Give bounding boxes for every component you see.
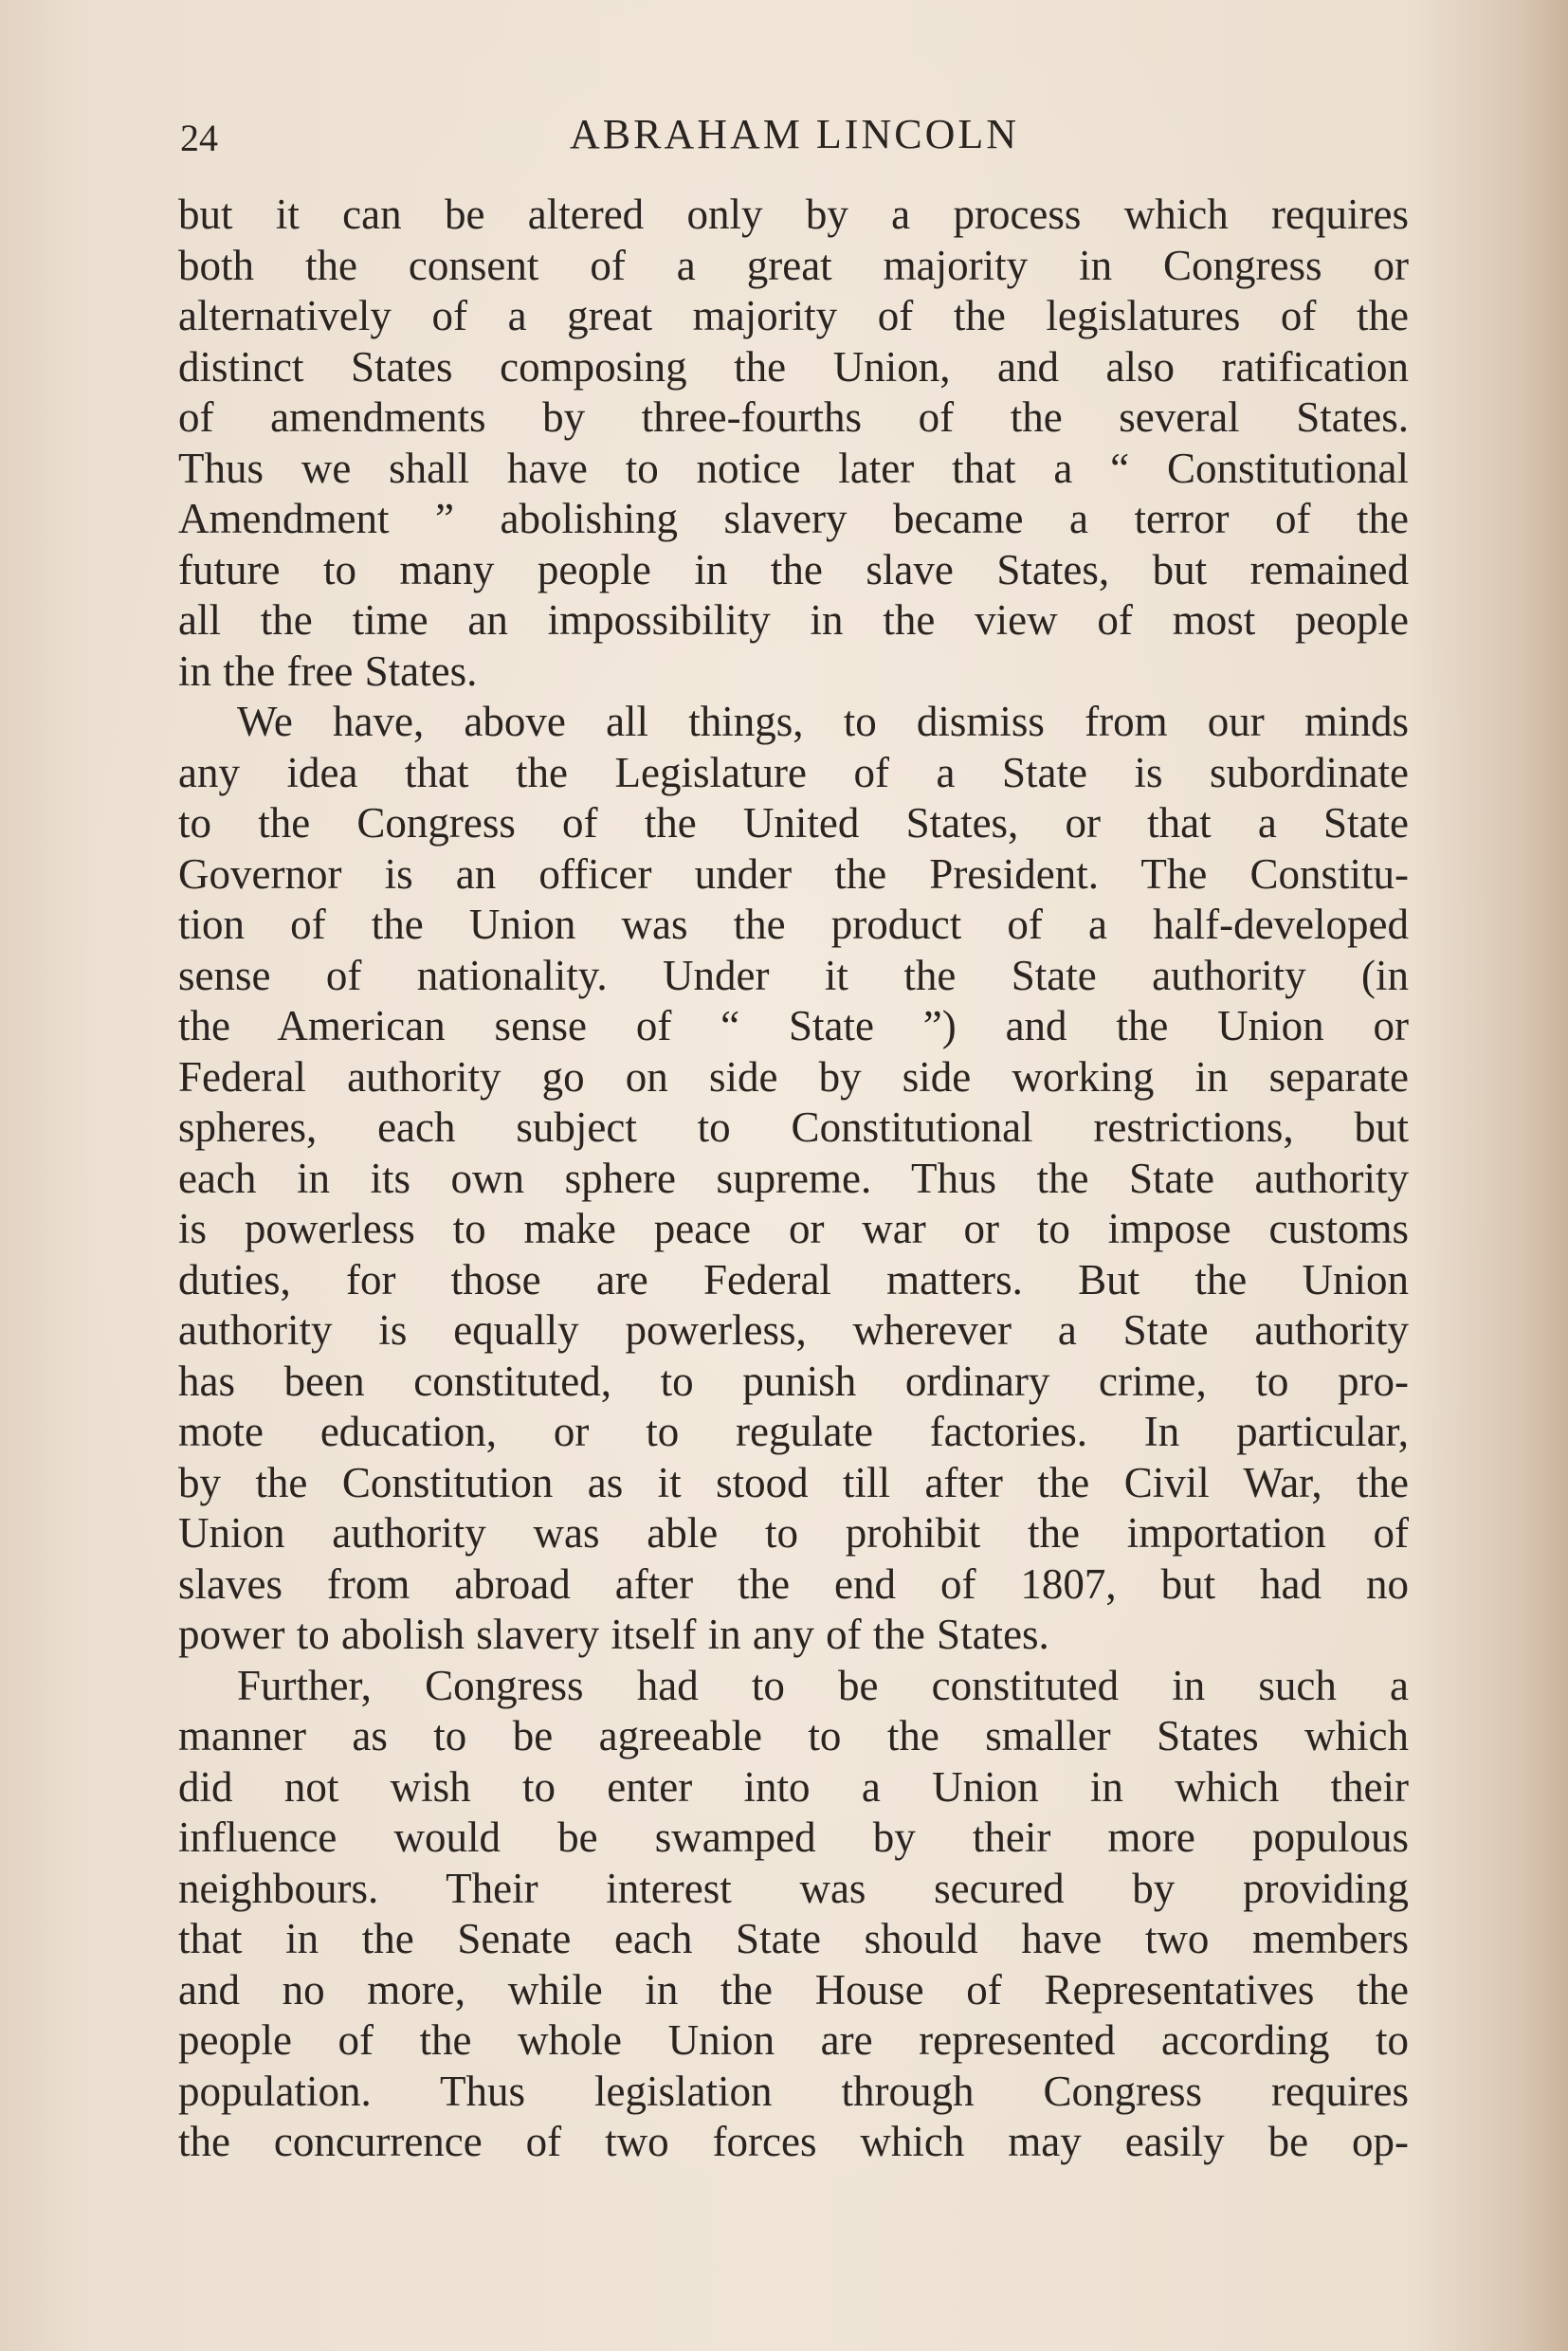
text-line: tion of the Union was the product of a half-developed <box>178 901 1409 948</box>
text-line: spheres, each subject to Constitutional restrictions, but <box>178 1103 1409 1151</box>
text-line: but it can be altered only by a process which requires <box>178 191 1409 238</box>
page-header <box>180 106 1409 163</box>
text-line: of amendments by three-fourths of the several States. <box>178 393 1409 441</box>
text-line: people of the whole Union are represented according to <box>178 2016 1409 2064</box>
text-line: and no more, while in the House of Representatives the <box>178 1965 1409 2014</box>
running-title: ABRAHAM LINCOLN <box>570 111 1019 157</box>
text-line: Federal authority go on side by side working in separate <box>178 1052 1409 1101</box>
body-text <box>178 190 1409 2168</box>
text-line: Amendment ” abolishing slavery became a terror of the <box>178 495 1409 542</box>
text-line: authority is equally powerless, wherever a State authority <box>178 1306 1409 1354</box>
text-line: the American sense of “ State ”) and the Union or <box>178 1002 1409 1049</box>
text-line: did not wish to enter into a Union in which their <box>178 1762 1409 1811</box>
paragraph <box>178 190 1409 697</box>
text-line: influence would be swamped by their more populous <box>178 1813 1409 1861</box>
text-line: mote education, or to regulate factories. In particular, <box>178 1408 1409 1455</box>
text-line: power to abolish slavery itself in any of the States. <box>178 1611 1049 1658</box>
text-line: the concurrence of two forces which may easily be op- <box>178 2118 1409 2165</box>
text-line: to the Congress of the United States, or that a State <box>178 799 1409 847</box>
text-line: alternatively of a great majority of the legislatures of the <box>178 292 1409 339</box>
text-line: neighbours. Their interest was secured by providing <box>178 1864 1409 1912</box>
paragraph <box>178 1661 1409 2168</box>
text-line: Further, Congress had to be constituted in such a <box>237 1661 1409 1709</box>
text-line: population. Thus legislation through Congress requires <box>178 2067 1409 2115</box>
text-line: has been constituted, to punish ordinary crime, to pro- <box>178 1357 1409 1405</box>
text-line: Thus we shall have to notice later that a “ Constitutional <box>178 444 1409 492</box>
text-line: manner as to be agreeable to the smaller States which <box>178 1712 1409 1759</box>
text-line: each in its own sphere supreme. Thus the State authority <box>178 1154 1409 1202</box>
text-line: distinct States composing the Union, and also ratification <box>178 342 1409 391</box>
text-line: all the time an impossibility in the view of most people <box>178 596 1409 644</box>
text-line: in the free States. <box>178 647 478 695</box>
text-line: by the Constitution as it stood till after the Civil War, the <box>178 1458 1409 1506</box>
text-line: future to many people in the slave States, but remained <box>178 545 1409 593</box>
text-line: We have, above all things, to dismiss from our minds <box>237 698 1409 745</box>
text-line: Governor is an officer under the President. The Constitu- <box>178 849 1409 898</box>
text-line: duties, for those are Federal matters. But the Union <box>178 1255 1409 1303</box>
text-line: sense of nationality. Under it the State authority (in <box>178 951 1409 999</box>
text-line: any idea that the Legislature of a State is subordinate <box>178 748 1409 796</box>
text-line: slaves from abroad after the end of 1807, but had no <box>178 1559 1409 1608</box>
text-line: both the consent of a great majority in Congress or <box>178 241 1409 289</box>
text-line: that in the Senate each State should have two members <box>178 1915 1409 1962</box>
text-line: is powerless to make peace or war or to impose customs <box>178 1205 1409 1252</box>
text-line: Union authority was able to prohibit the importation of <box>178 1509 1409 1557</box>
paragraph <box>178 697 1409 1661</box>
page-number: 24 <box>180 117 218 159</box>
